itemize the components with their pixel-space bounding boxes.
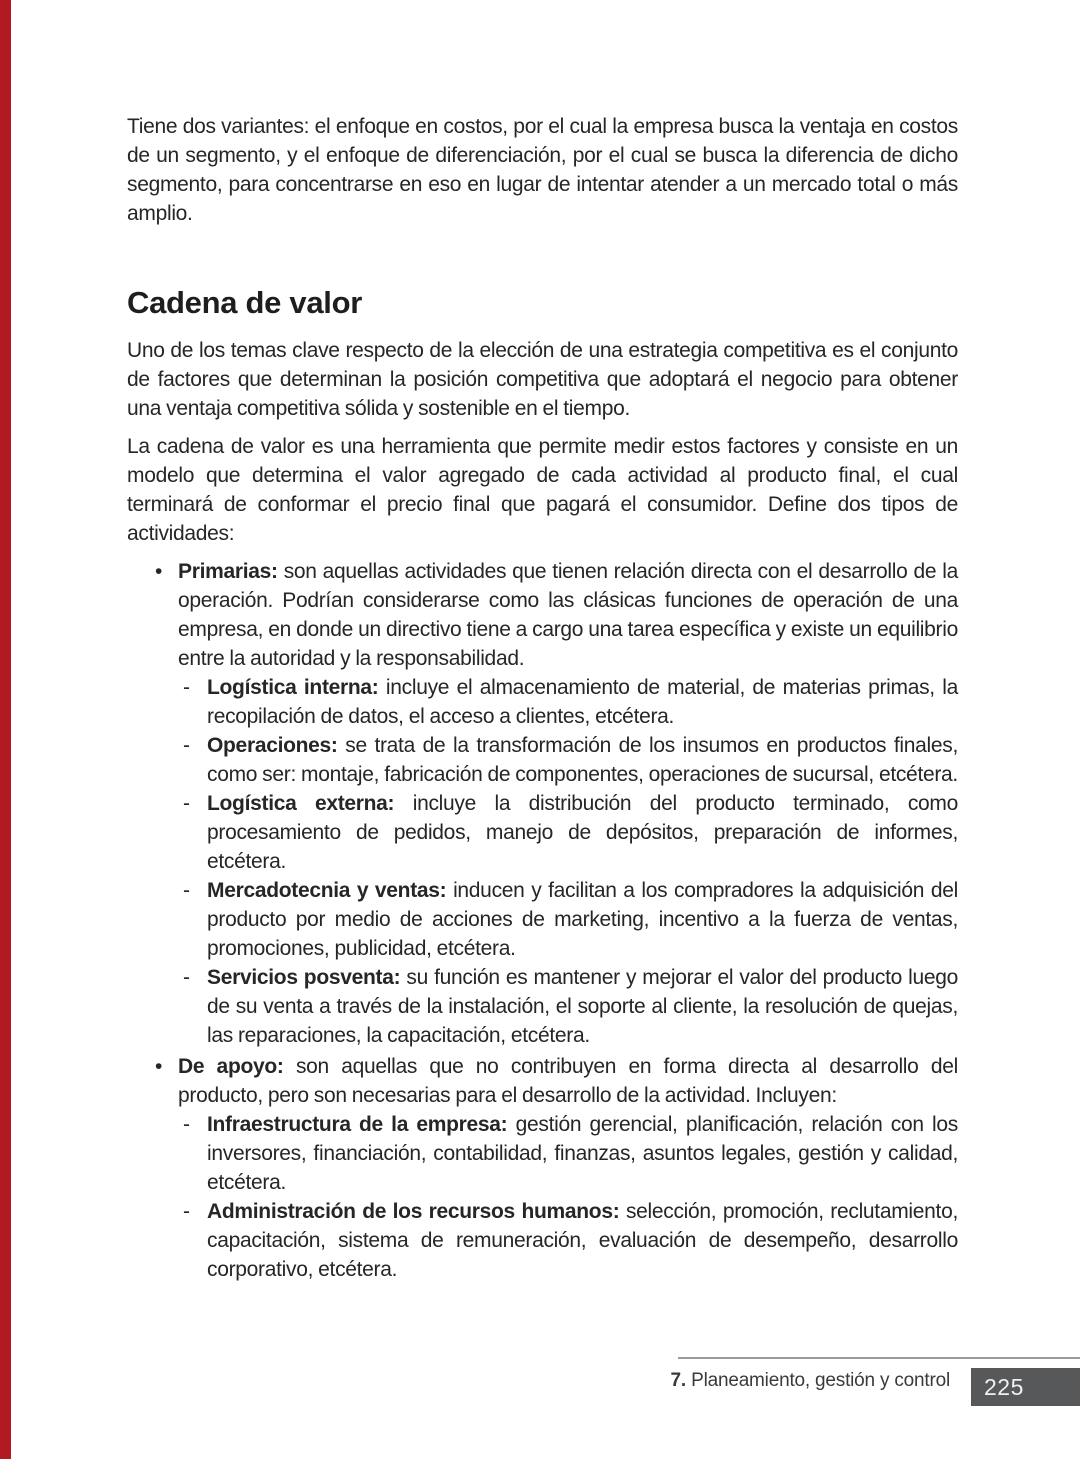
page-number: 225 [984, 1373, 1024, 1400]
list-subitem-body: inducen y facilitan a los compradores la adquisición del producto por medio de acciones de marketing, incentivo a la fuerza de ventas, promociones, publicidad, etcétera. [207, 879, 958, 960]
list-subitem-text [207, 731, 958, 789]
list-subitem-term: Infraestructura de la empresa: [207, 1113, 508, 1136]
list-subitem-mercadotecnia [127, 876, 958, 963]
bullet-marker: • [155, 1055, 163, 1078]
list-subitem-body: gestión gerencial, planificación, relación con los inversores, financiación, contabilidad, finanzas, asuntos legales, gestión y calidad, etcétera. [207, 1113, 958, 1194]
page-edge-accent-bar [0, 0, 11, 1459]
dash-marker: - [183, 1200, 190, 1223]
list-item-body: son aquellas que no contribuyen en forma directa al desarrollo del producto, pero son necesarias para el desarrollo de la actividad. Incluyen: [178, 1055, 958, 1107]
list-item-primarias [127, 557, 958, 673]
activities-list [127, 557, 958, 1284]
list-subitem-body: incluye el almacenamiento de material, de materias primas, la recopilación de datos, el acceso a clientes, etcétera. [207, 676, 958, 728]
list-subitem-text [207, 673, 958, 731]
list-subitem-term: Administración de los recursos humanos: [207, 1200, 620, 1223]
dash-marker: - [183, 792, 190, 815]
list-subitem-text [207, 1197, 958, 1284]
list-subitem-logistica-externa [127, 789, 958, 876]
footer-chapter-title: Planeamiento, gestión y control [691, 1370, 950, 1391]
list-subitem-body: se trata de la transformación de los insumos en productos finales, como ser: montaje, fabricación de componentes, operaciones de sucursal, etcétera. [207, 734, 958, 786]
list-subitem-body: selección, promoción, reclutamiento, capacitación, sistema de remuneración, evaluación de desempeño, desarrollo corporativo, etcétera. [207, 1200, 958, 1281]
list-subitem-term: Logística externa: [207, 792, 395, 815]
list-subitem-logistica-interna [127, 673, 958, 731]
footer-chapter-number: 7. [670, 1370, 686, 1391]
list-item-text [178, 1052, 958, 1110]
list-subitem-text [207, 1110, 958, 1197]
list-subitem-operaciones [127, 731, 958, 789]
list-subitem-text [207, 789, 958, 876]
intro-paragraph: Tiene dos variantes: el enfoque en costos, por el cual la empresa busca la ventaja en costos de un segmento, y el enfoque de diferenciación, por el cual se busca la diferencia de dicho segmento, para concentrarse en eso en lugar de intentar atender a un mercado total o más amplio. [127, 115, 958, 225]
list-subitem-text [207, 963, 958, 1050]
list-subitem-body: incluye la distribución del producto terminado, como procesamiento de pedidos, manejo de depósitos, preparación de informes, etcétera. [207, 792, 958, 873]
dash-marker: - [183, 966, 190, 989]
list-subitem-term: Operaciones: [207, 734, 338, 757]
dash-marker: - [183, 879, 190, 902]
footer-chapter-caption [671, 1369, 950, 1393]
section-paragraph-2: La cadena de valor es una herramienta que permite medir estos factores y consiste en un modelo que determina el valor agregado de cada actividad al producto final, el cual terminará de conformar el precio final que pagará el consumidor. Define dos tipos de actividades: [127, 435, 958, 545]
list-subitem-text [207, 876, 958, 963]
list-subitem-term: Mercadotecnia y ventas: [207, 879, 447, 902]
list-subitem-infraestructura [127, 1110, 958, 1197]
section-heading: Cadena de valor [127, 285, 362, 320]
list-item-body: son aquellas actividades que tienen relación directa con el desarrollo de la operación. Podrían considerarse como las clásicas funciones de operación de una empresa, en donde un directivo tiene a cargo una tarea específica y existe un equilibrio entre la autoridad y la responsabilidad. [178, 560, 958, 670]
footer-rule [678, 1357, 1080, 1359]
list-item-de-apoyo [127, 1052, 958, 1110]
page-content [127, 0, 958, 1284]
list-item-term: Primarias: [178, 560, 278, 583]
list-subitem-servicios-posventa [127, 963, 958, 1050]
list-subitem-administracion-rrhh [127, 1197, 958, 1284]
page-number-box [971, 1368, 1080, 1406]
list-item-text [178, 557, 958, 673]
dash-marker: - [183, 676, 190, 699]
list-subitem-body: su función es mantener y mejorar el valor del producto luego de su venta a través de la instalación, el soporte al cliente, la resolución de quejas, las reparaciones, la capacitación, etcétera. [207, 966, 959, 1047]
section-paragraph-1: Uno de los temas clave respecto de la elección de una estrategia competitiva es el conjunto de factores que determinan la posición competitiva que adoptará el negocio para obtener una ventaja competitiva sólida y sostenible en el tiempo. [127, 339, 958, 420]
list-item-term: De apoyo: [178, 1055, 284, 1078]
dash-marker: - [183, 1113, 190, 1136]
bullet-marker: • [155, 560, 163, 583]
dash-marker: - [183, 734, 190, 757]
list-subitem-term: Servicios posventa: [207, 966, 401, 989]
list-subitem-term: Logística interna: [207, 676, 379, 699]
